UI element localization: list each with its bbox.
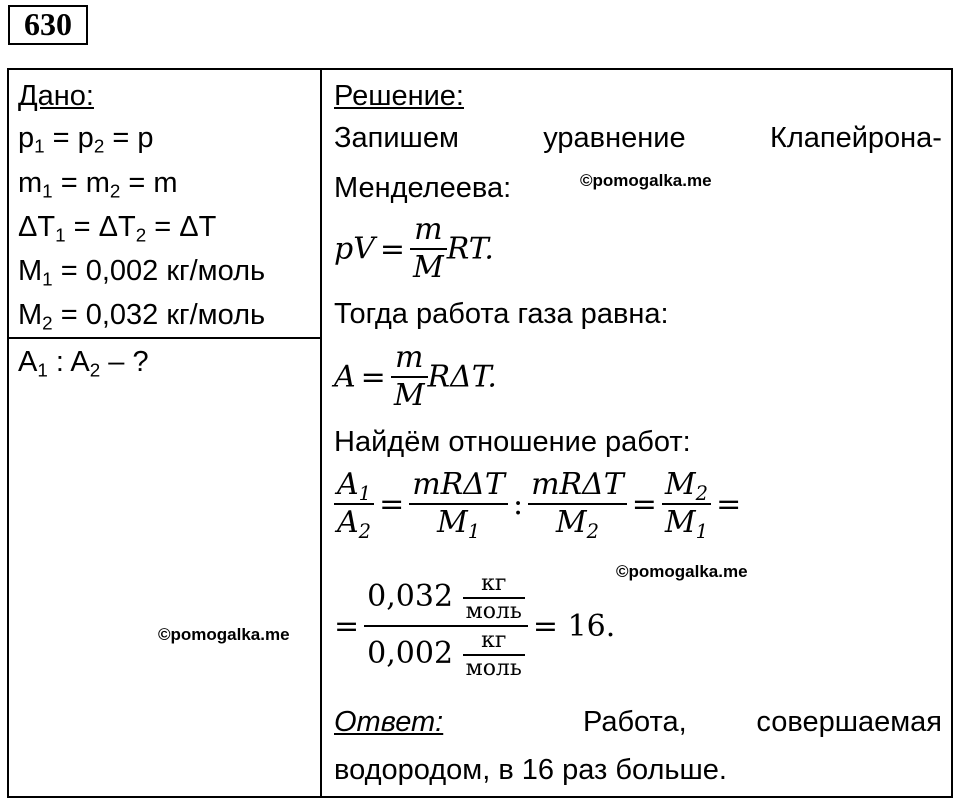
column-divider	[320, 68, 322, 798]
given-molar-mass-2: $M_2 = 0,032$ кг/моль	[18, 299, 266, 334]
numeric-result: = 0,032 кг моль 0,002 кг моль = 16.	[334, 571, 616, 681]
given-temp-change: $\Delta T_1 = \Delta T_2 = \Delta T$	[18, 211, 217, 246]
solution-paragraph-3: Найдём отношение работ:	[334, 426, 691, 458]
answer-line-1: Ответ: Работа, совершаемая	[334, 706, 942, 738]
find-ratio: $A_1$ : $A_2$ – ?	[18, 346, 149, 381]
solution-paragraph-2: Тогда работа газа равна:	[334, 298, 669, 330]
solution-paragraph-1: Запишем уравнение Клапейрона-	[334, 122, 942, 154]
work-equation: A = $\frac{m}{M}$ RΔT.	[334, 340, 497, 413]
given-find-divider	[7, 337, 322, 339]
ratio-equation: $\frac{A_1}{A_2}$ = mRΔT $M_1$ : mRΔT $M_2$ = $\frac{M_2}{M_1}$ =	[334, 467, 746, 541]
given-pressure: $p_1 = p_2 = p$	[18, 122, 154, 157]
solution-header: Решение:	[334, 80, 464, 112]
watermark: ©pomogalka.me	[616, 562, 748, 581]
given-mass: $m_1 = m_2 = m$	[18, 167, 178, 202]
watermark: ©pomogalka.me	[158, 625, 290, 644]
solution-paragraph-1-end: Менделеева:	[334, 172, 512, 204]
given-header: Дано:	[18, 80, 94, 112]
clapeyron-equation: pV = $\frac{m}{M}$ RT.	[334, 212, 494, 285]
watermark: ©pomogalka.me	[580, 171, 712, 190]
problem-number: 630	[8, 5, 88, 45]
given-molar-mass-1: $M_1 = 0,002$ кг/моль	[18, 255, 266, 290]
answer-label: Ответ:	[334, 706, 444, 738]
answer-line-2: водородом, в 16 раз больше.	[334, 754, 727, 786]
